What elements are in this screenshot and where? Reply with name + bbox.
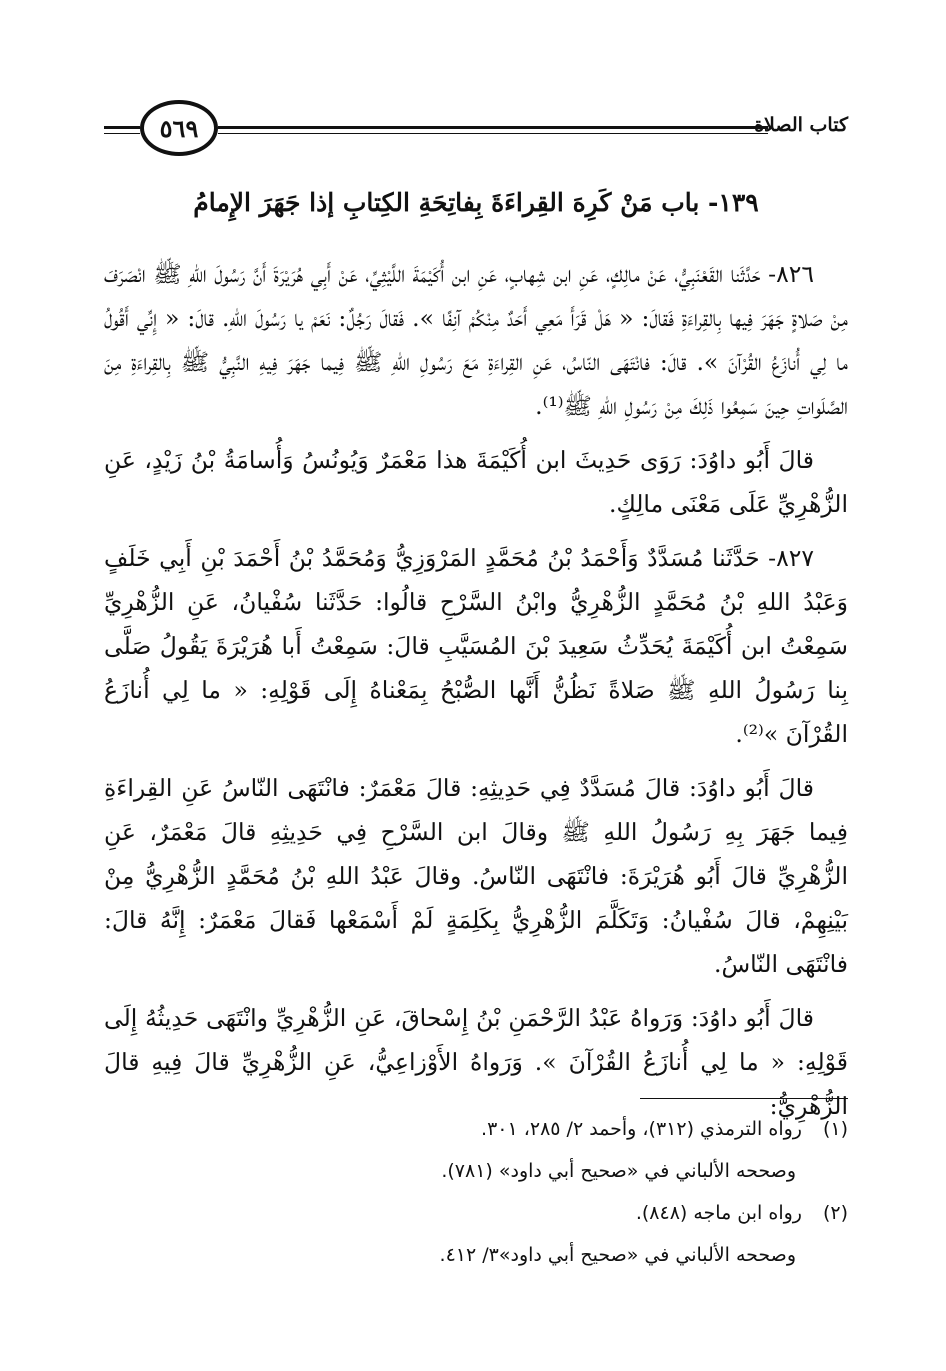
footnote-number: (١) <box>822 1118 848 1140</box>
footnote-item <box>104 1192 848 1234</box>
paragraph-hadith-827: ٨٢٧- حَدَّثَنا مُسَدَّدٌ وَأَحْمَدُ بْنُ مُحَمَّدٍ المَرْوَزِيُّ وَمُحَمَّدُ بْنُ أَحْمَدَ بْنِ أَبِي خَلَفٍ وَعَبْدُ اللهِ بْنُ مُحَمَّدٍ الزُّهْرِيُّ وابْنُ السَّرْحِ قالُوا: حَدَّثَنا سُفْيانُ، عَنِ الزُّهْرِيِّ سَمِعْتُ ابن أُكَيْمَةَ يُحَدِّثُ سَعِيدَ بْنَ المُسَيَّبِ قالَ: سَمِعْتُ أَبا هُرَيْرَةَ يَقُولُ صَلَّى بِنا رَسُولُ اللهِ ﷺ صَلاةً نَظُنُّ أَنَّها الصُّبْحُ بِمَعْناهُ إِلَى قَوْلِهِ: « ما لِي أُنازَعُ القُرْآنَ »⁽²⁾. <box>104 544 848 748</box>
page-number <box>140 100 218 156</box>
header-rule-right <box>218 126 768 129</box>
header-rule-left <box>104 126 140 129</box>
footnote-item <box>104 1234 848 1276</box>
header-rule-left-thin <box>104 133 140 134</box>
paragraph-hadith-826: ٨٢٦- حَدَّثَنا القَعْنَبِيُّ، عَنْ مالِكٍ، عَنِ ابن شِهابٍ، عَنِ ابن أُكَيْمَةَ اللَّيْثِيِّ، عَنْ أَبِي هُرَيْرَةَ أَنَّ رَسُولَ اللهِ ﷺ انْصَرَفَ مِنْ صَلاةٍ جَهَرَ فِيها بِالقِراءَةِ فَقالَ: « هَلْ قَرَأَ مَعِي أَحَدٌ مِنْكُمْ آنِفًا ». فَقالَ رَجُلٌ: نَعَمْ يا رَسُولَ اللهِ. قالَ: « إِنِّي أَقُولُ ما لِي أُنازَعُ القُرْآنَ ». قالَ: فانْتَهَى النّاسُ، عَنِ القِراءَةِ مَعَ رَسُولِ اللهِ ﷺ فِيما جَهَرَ فِيهِ النَّبِيُّ ﷺ بِالقِراءَةِ مِنَ الصَّلَواتِ حِينَ سَمِعُوا ذَلِكَ مِنْ رَسُولِ اللهِ ﷺ⁽¹⁾. <box>104 260 848 420</box>
footnote-text: رواه الترمذي (٣١٢)، وأحمد ٢/ ٢٨٥، ٣٠١. <box>481 1118 802 1140</box>
header-rule-right-thin <box>218 133 768 134</box>
paragraph-abu-dawud-note-1: قالَ أَبُو داوُدَ: رَوَى حَدِيثَ ابن أُكَيْمَةَ هذا مَعْمَرٌ وَيُونُسُ وَأُسامَةُ بْنُ زَيْدٍ، عَنِ الزُّهْرِيِّ عَلَى مَعْنَى مالِكٍ. <box>104 446 848 518</box>
footnote-number: (٢) <box>822 1202 848 1224</box>
footnote-item <box>104 1150 848 1192</box>
body-text <box>104 252 848 1138</box>
footnotes <box>104 1108 848 1276</box>
paragraph-abu-dawud-note-2: قالَ أَبُو داوُدَ: قالَ مُسَدَّدٌ فِي حَدِيثِهِ: قالَ مَعْمَرٌ: فانْتَهَى النّاسُ عَنِ القِراءَةِ فِيما جَهَرَ بِهِ رَسُولُ اللهِ ﷺ وقالَ ابن السَّرْحِ فِي حَدِيثِهِ قالَ مَعْمَرٌ، عَنِ الزُّهْرِيِّ قالَ أَبُو هُرَيْرَةَ: فانْتَهَى النّاسُ. وقالَ عَبْدُ اللهِ بْنُ مُحَمَّدٍ الزُّهْرِيُّ مِنْ بَيْنِهِمْ، قالَ سُفْيانُ: وَتَكَلَّمَ الزُّهْرِيُّ بِكَلِمَةٍ لَمْ أَسْمَعْها فَقالَ مَعْمَرٌ: إِنَّهُ قالَ: فانْتَهَى النّاسُ. <box>104 774 848 978</box>
page-header <box>104 96 848 162</box>
chapter-title: ١٣٩- باب مَنْ كَرِهَ القِراءَةَ بِفاتِحَةِ الكِتابِ إذا جَهَرَ الإِمامُ <box>193 188 759 217</box>
footnote-text: وصححه الألباني في «صحيح أبي داود» (٧٨١). <box>441 1160 796 1182</box>
footnote-item <box>104 1108 848 1150</box>
paragraph-abu-dawud-note-3: قالَ أَبُو داوُدَ: وَرَواهُ عَبْدُ الرَّحْمَنِ بْنُ إِسْحاقَ، عَنِ الزُّهْرِيِّ وانْتَهَى حَدِيثُهُ إِلَى قَوْلِهِ: « ما لِي أُنازَعُ القُرْآنَ ». وَرَواهُ الأَوْزاعِيُّ، عَنِ الزُّهْرِيِّ قالَ فِيهِ قالَ الزُّهْرِيُّ: <box>104 1004 848 1120</box>
footnote-text: وصححه الألباني في «صحيح أبي داود»٣/ ٤١٢. <box>439 1244 796 1266</box>
running-title: كتاب الصلاة <box>754 114 848 136</box>
page-number-text: ٥٦٩ <box>159 113 199 143</box>
footnote-text: رواه ابن ماجه (٨٤٨). <box>635 1202 802 1224</box>
footnote-separator <box>640 1098 848 1099</box>
